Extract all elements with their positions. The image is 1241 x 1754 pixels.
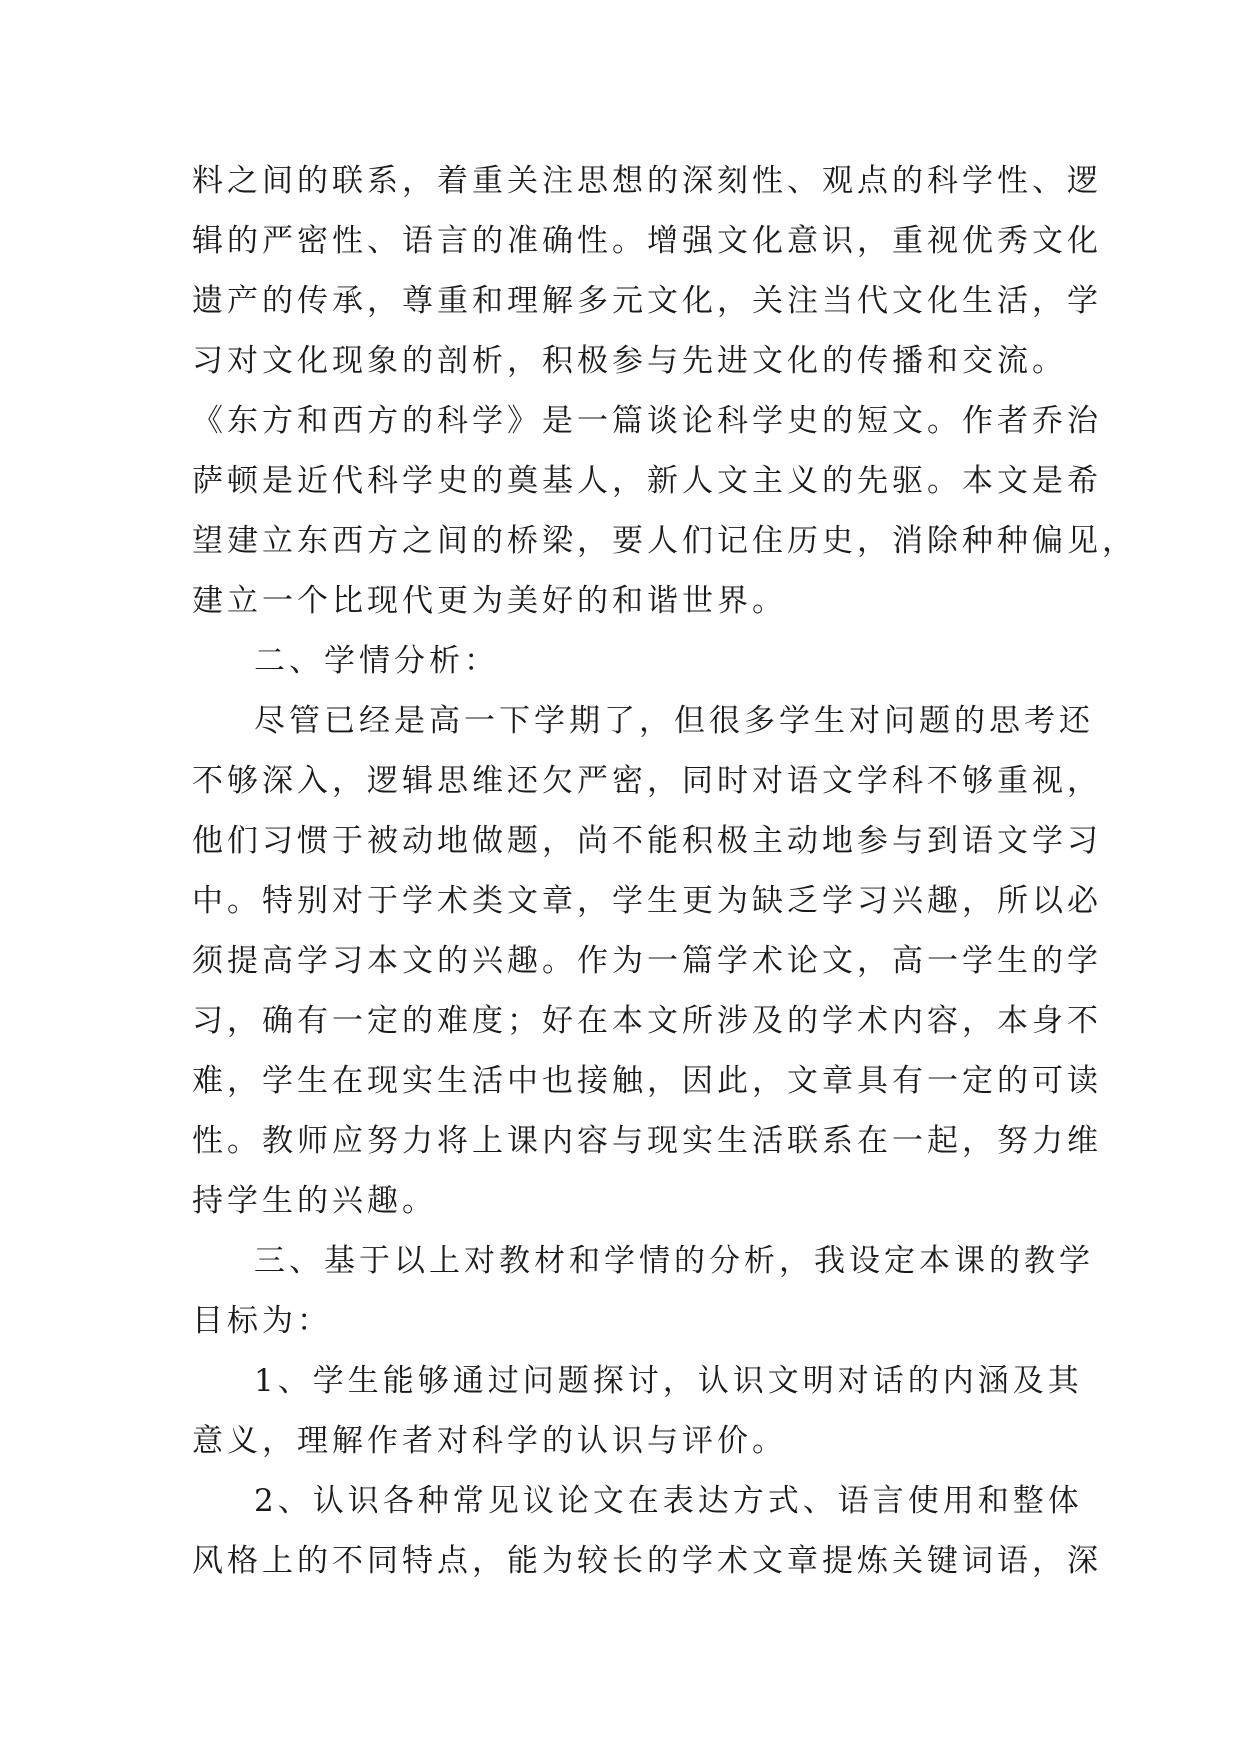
heading-line: 二、学情分析： [254, 643, 499, 679]
text-line: 尽管已经是高一下学期了，但很多学生对问题的思考还 [254, 703, 1094, 739]
document-body [192, 151, 1137, 1591]
text-line: 料之间的联系，着重关注思想的深刻性、观点的科学性、逻 [192, 163, 1102, 199]
text-line: 风格上的不同特点，能为较长的学术文章提炼关键词语，深 [192, 1543, 1102, 1579]
section-heading-student-analysis [192, 631, 1052, 691]
paragraph-student-analysis [192, 691, 1102, 1231]
text-line: 中。特别对于学术类文章，学生更为缺乏学习兴趣，所以必 [192, 883, 1102, 919]
text-line: 《东方和西方的科学》是一篇谈论科学史的短文。作者乔治 [192, 403, 1102, 439]
text-line: 目标为： [192, 1303, 332, 1339]
text-line: 三、基于以上对教材和学情的分析，我设定本课的教学 [254, 1243, 1094, 1279]
paragraph-goal-2 [192, 1471, 1102, 1591]
paragraph-teaching-goals-intro [192, 1231, 1094, 1351]
text-line: 习对文化现象的剖析，积极参与先进文化的传播和交流。 [192, 343, 1067, 379]
text-line: 1、学生能够通过问题探讨，认识文明对话的内涵及其 [254, 1363, 1083, 1399]
text-line: 望建立东西方之间的桥梁，要人们记住历史，消除种种偏见， [192, 523, 1137, 559]
text-line: 习，确有一定的难度；好在本文所涉及的学术内容，本身不 [192, 1003, 1102, 1039]
text-line: 难，学生在现实生活中也接触，因此，文章具有一定的可读 [192, 1063, 1102, 1099]
text-line: 2、认识各种常见议论文在表达方式、语言使用和整体 [254, 1483, 1083, 1519]
text-line: 意义，理解作者对科学的认识与评价。 [192, 1423, 787, 1459]
text-line: 萨顿是近代科学史的奠基人，新人文主义的先驱。本文是希 [192, 463, 1102, 499]
paragraph-intro [192, 151, 1137, 631]
text-line: 不够深入，逻辑思维还欠严密，同时对语文学科不够重视， [192, 763, 1102, 799]
text-line: 须提高学习本文的兴趣。作为一篇学术论文，高一学生的学 [192, 943, 1102, 979]
text-line: 性。教师应努力将上课内容与现实生活联系在一起，努力维 [192, 1123, 1102, 1159]
text-line: 建立一个比现代更为美好的和谐世界。 [192, 583, 787, 619]
text-line: 辑的严密性、语言的准确性。增强文化意识，重视优秀文化 [192, 223, 1102, 259]
text-line: 遗产的传承，尊重和理解多元文化，关注当代文化生活，学 [192, 283, 1102, 319]
text-line: 他们习惯于被动地做题，尚不能积极主动地参与到语文学习 [192, 823, 1102, 859]
paragraph-goal-1 [192, 1351, 1083, 1471]
text-line: 持学生的兴趣。 [192, 1183, 437, 1219]
